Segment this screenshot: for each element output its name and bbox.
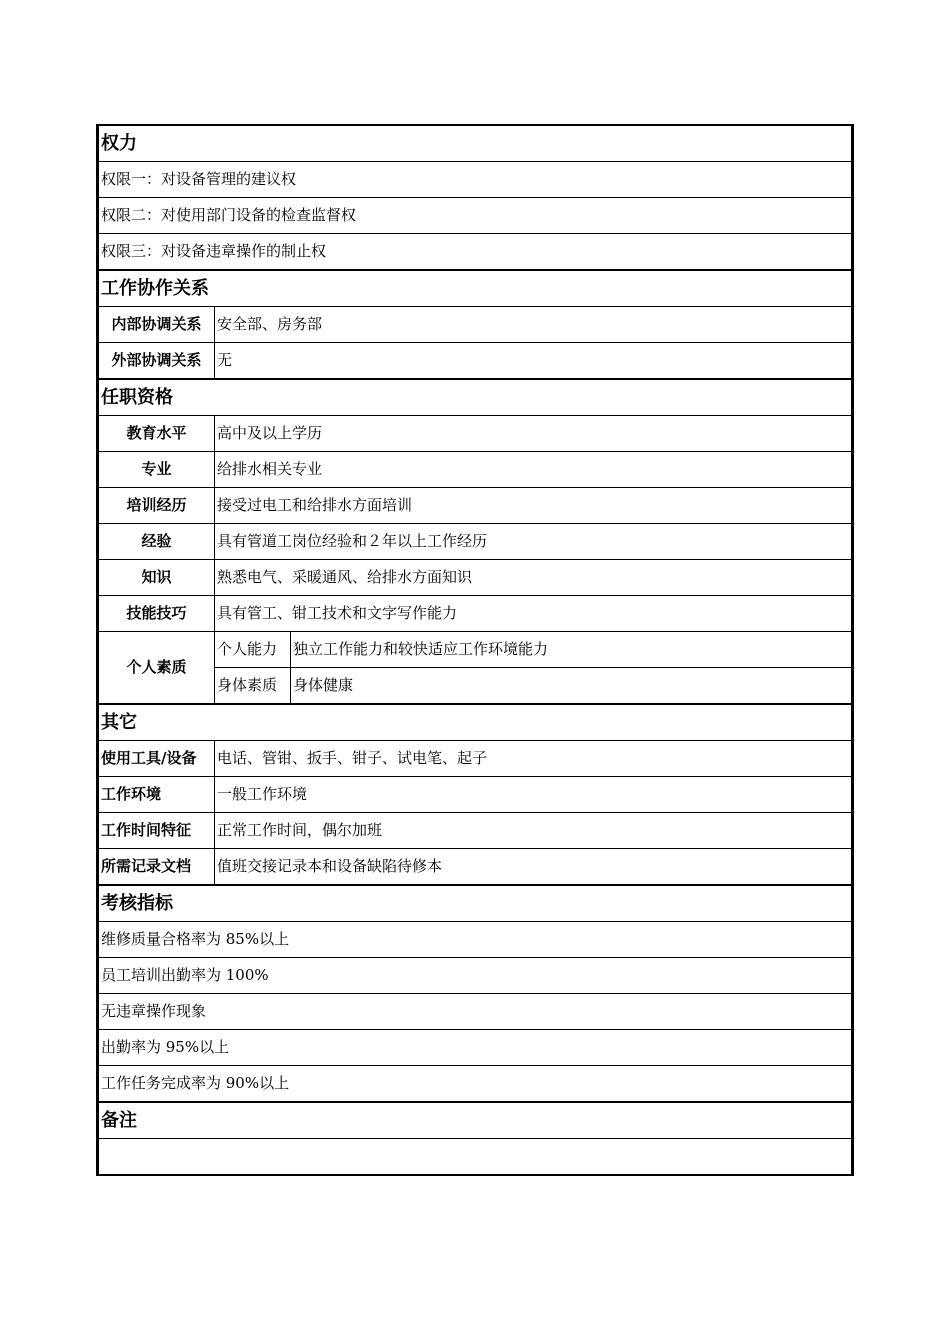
qualification-value: 接受过电工和给排水方面培训: [215, 488, 852, 524]
personal-quality-row: [99, 632, 852, 668]
qualification-label: 培训经历: [99, 488, 215, 524]
kpi-item: 工作任务完成率为 90%以上: [99, 1066, 852, 1103]
kpi-item: 出勤率为 95%以上: [99, 1030, 852, 1066]
other-value: 正常工作时间，偶尔加班: [215, 813, 852, 849]
qualification-row: [99, 524, 852, 560]
job-description-table: [98, 126, 852, 1174]
personal-sub-label: 个人能力: [215, 632, 291, 668]
other-row: [99, 849, 852, 886]
other-section-header: [99, 704, 852, 741]
authority-item: 权限二：对使用部门设备的检查监督权: [99, 198, 852, 234]
qualification-section-header: [99, 379, 852, 416]
kpi-section-header: [99, 885, 852, 922]
qualification-label: 知识: [99, 560, 215, 596]
kpi-item: 无违章操作现象: [99, 994, 852, 1030]
authority-item: 权限一：对设备管理的建议权: [99, 162, 852, 198]
authority-item: 权限三：对设备违章操作的制止权: [99, 234, 852, 271]
qualification-value: 具有管道工岗位经验和２年以上工作经历: [215, 524, 852, 560]
authority-section-header: [99, 126, 852, 162]
kpi-row: [99, 1030, 852, 1066]
other-title: 其它: [99, 704, 852, 741]
cooperation-section-header: [99, 270, 852, 307]
other-label: 所需记录文档: [99, 849, 215, 886]
qualification-row: [99, 560, 852, 596]
authority-title: 权力: [99, 126, 852, 162]
other-value: 电话、管钳、扳手、钳子、试电笔、起子: [215, 741, 852, 777]
qualification-label: 教育水平: [99, 416, 215, 452]
external-coordination-value: 无: [215, 343, 852, 380]
internal-coordination-value: 安全部、房务部: [215, 307, 852, 343]
internal-coordination-label: 内部协调关系: [99, 307, 215, 343]
authority-row: [99, 198, 852, 234]
personal-sub-value: 独立工作能力和较快适应工作环境能力: [291, 632, 852, 668]
kpi-row: [99, 958, 852, 994]
other-label: 使用工具/设备: [99, 741, 215, 777]
kpi-row: [99, 994, 852, 1030]
qualification-value: 具有管工、钳工技术和文字写作能力: [215, 596, 852, 632]
external-coordination-label: 外部协调关系: [99, 343, 215, 380]
other-row: [99, 741, 852, 777]
kpi-row: [99, 922, 852, 958]
qualification-label: 专业: [99, 452, 215, 488]
kpi-item: 维修质量合格率为 85%以上: [99, 922, 852, 958]
cooperation-row-internal: [99, 307, 852, 343]
kpi-item: 员工培训出勤率为 100%: [99, 958, 852, 994]
other-value: 值班交接记录本和设备缺陷待修本: [215, 849, 852, 886]
personal-sub-value: 身体健康: [291, 668, 852, 705]
personal-sub-label: 身体素质: [215, 668, 291, 705]
remarks-value: [99, 1139, 852, 1175]
other-value: 一般工作环境: [215, 777, 852, 813]
other-row: [99, 813, 852, 849]
other-row: [99, 777, 852, 813]
qualification-row: [99, 452, 852, 488]
remarks-title: 备注: [99, 1102, 852, 1139]
remarks-section-header: [99, 1102, 852, 1139]
kpi-title: 考核指标: [99, 885, 852, 922]
authority-row: [99, 162, 852, 198]
cooperation-row-external: [99, 343, 852, 380]
other-label: 工作环境: [99, 777, 215, 813]
qualification-value: 给排水相关专业: [215, 452, 852, 488]
personal-quality-label: 个人素质: [99, 632, 215, 705]
qualification-row: [99, 596, 852, 632]
qualification-value: 熟悉电气、采暖通风、给排水方面知识: [215, 560, 852, 596]
qualification-row: [99, 488, 852, 524]
remarks-row: [99, 1139, 852, 1175]
authority-row: [99, 234, 852, 271]
other-label: 工作时间特征: [99, 813, 215, 849]
qualification-row: [99, 416, 852, 452]
qualification-label: 经验: [99, 524, 215, 560]
qualification-title: 任职资格: [99, 379, 852, 416]
cooperation-title: 工作协作关系: [99, 270, 852, 307]
kpi-row: [99, 1066, 852, 1103]
qualification-value: 高中及以上学历: [215, 416, 852, 452]
job-description-sheet: [96, 124, 854, 1176]
qualification-label: 技能技巧: [99, 596, 215, 632]
